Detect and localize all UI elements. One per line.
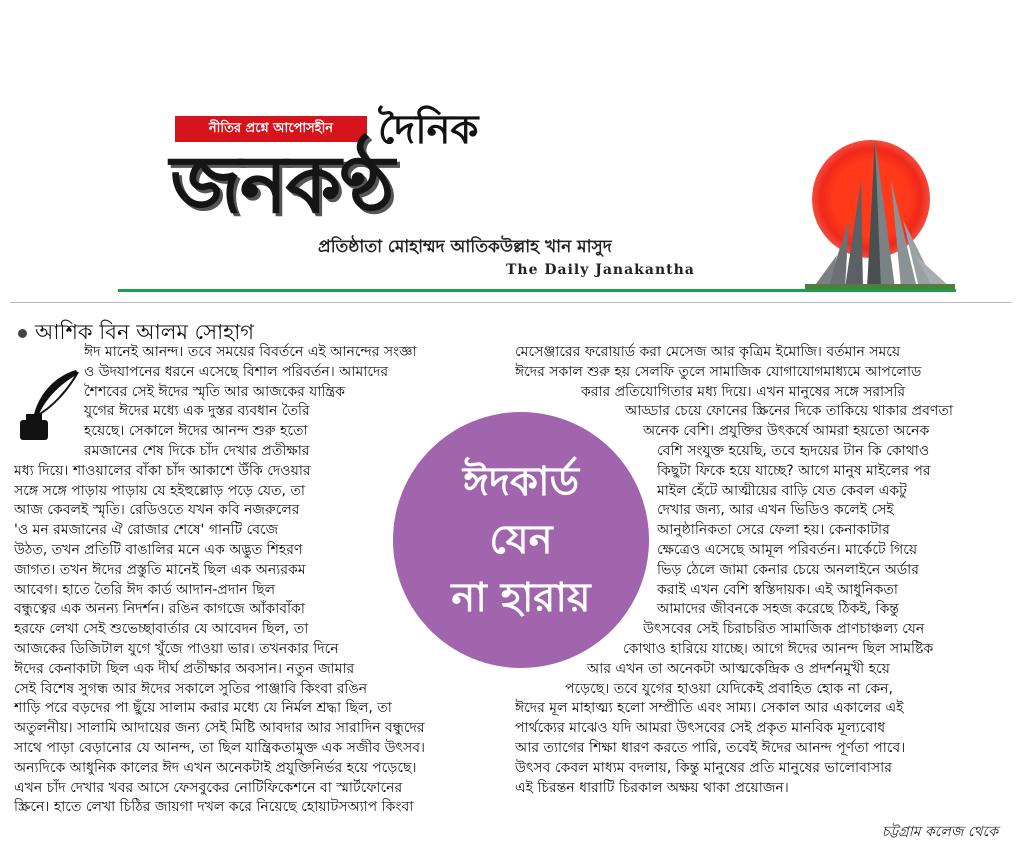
text-line: শৈশবের সেই ঈদের স্মৃতি আর আজকের যান্ত্রিক <box>84 383 345 400</box>
masthead-green-rule <box>118 289 956 292</box>
text-line: অতুলনীয়। সালামি আদায়ের জন্য সেই মিষ্টি আবদার আর সারাদিন বন্ধুদের <box>14 720 425 737</box>
text-line: বেশি সংযুক্ত হয়েছি, তবে হৃদয়ের টান কি কোথাও <box>657 442 930 459</box>
author-name: আশিক বিন আলম সোহাগ <box>35 320 255 344</box>
text-line: করাই এখন বেশি স্বস্তিদায়ক। এই আধুনিকতা <box>657 581 898 598</box>
text-line: উঠত, তখন প্রতিটি বাঙালির মনে এক অদ্ভুত শিহরণ <box>14 541 303 558</box>
text-line: অনেক বেশি। প্রযুক্তির উৎকর্ষে আমরা হয়তো অনেক <box>643 423 930 440</box>
text-line: ক্ষেত্রেও এসেছে আমূল পরিবর্তন। মার্কেটে গিয়ে <box>657 541 918 558</box>
text-line: 'ও মন রমজানের ঐ রোজার শেষে' গানটি বেজে <box>14 522 279 539</box>
headline-circle <box>393 412 649 668</box>
text-line: মাইল হেঁটে আত্মীয়ের বাড়ি যেত কেবল একটু <box>657 482 907 499</box>
author-affiliation: চট্টগ্রাম কলেজ থেকে <box>881 824 998 840</box>
text-line: অন্যদিকে আধুনিক কালের ঈদ এখন অনেকটাই প্রযুক্তিনির্ভর হয়ে পড়েছে। <box>14 759 417 776</box>
founder-line: প্রতিষ্ঠাতা মোহাম্মদ আতিকউল্লাহ খান মাসুদ <box>318 237 612 257</box>
divider <box>10 302 1012 303</box>
text-line: বন্ধুত্বের এক অনন্য নিদর্শন। রঙিন কাগজে আঁকাবাঁকা <box>14 601 305 618</box>
masthead <box>0 0 1024 300</box>
headline-line: ঈদকার্ড <box>462 459 580 505</box>
masthead-dainik: দৈনিক <box>378 107 479 153</box>
text-line: আর এখন তা অনেকটা আত্মকেন্দ্রিক ও প্রদর্শনমুখী হয়ে <box>587 660 890 677</box>
text-line: সঙ্গে সঙ্গে পাড়ায় পাড়ায় যে হইহুল্লোড় পড়ে যেত, তা <box>14 482 305 499</box>
text-line: সেই বিশেষ সুগন্ধ আর ঈদের সকালে সুতির পাঞ্জাবি কিংবা রঙিন <box>14 680 368 697</box>
text-line: উৎসব কেবল মাধ্যম বদলায়, কিন্তু মানুষের প্রতি মানুষের ভালোবাসার <box>515 759 892 776</box>
text-line: উৎসবের সেই চিরাচরিত সামাজিক প্রাণচাঞ্চল্য যেন <box>643 621 925 638</box>
text-line: ও উদযাপনের ধরনে এসেছে বিশাল পরিবর্তন। আমাদের <box>84 363 389 380</box>
tagline-banner: নীতির প্রশ্নে আপোসহীন <box>175 116 367 142</box>
text-line: মধ্য দিয়ে। শাওয়ালের বাঁকা চাঁদ আকাশে উঁকি দেওয়ার <box>14 462 311 479</box>
text-line: শাড়ি পরে বড়দের পা ছুঁয়ে সালাম করার মধ্যে যে নির্মল শ্রদ্ধা ছিল, তা <box>14 700 392 717</box>
text-line: কোথাও হারিয়ে যাচ্ছে। আগে ঈদের আনন্দ ছিল সামষ্টিক <box>623 640 934 657</box>
text-line: রমজানের শেষ দিকে চাঁদ দেখার প্রতীক্ষার <box>84 442 310 459</box>
headline-line: না হারায় <box>451 575 591 621</box>
text-line: কিছুটা ফিকে হয়ে যাচ্ছে? আগে মানুষ মাইলের পর <box>657 462 931 479</box>
masthead-logo-text: জনকণ্ঠ <box>170 138 393 231</box>
text-line: হরফে লেখা সেই শুভেচ্ছাবার্তার যে আবেদন ছিল, তা <box>14 621 309 638</box>
text-line: আমাদের জীবনকে সহজ করেছে ঠিকই, কিন্তু <box>657 601 900 618</box>
text-line: আর ত্যাগের শিক্ষা ধারণ করতে পারি, তবেই ঈদের আনন্দ পূর্ণতা পাবে। <box>515 739 906 756</box>
text-line: হয়েছে। সেকালে ঈদের আনন্দ শুরু হতো <box>84 423 308 440</box>
text-line: মেসেঞ্জারের ফরোয়ার্ড করা মেসেজ আর কৃত্রিম ইমোজি। বর্তমান সময়ে <box>515 344 901 360</box>
text-line: জাগত। তখন ঈদের প্রস্তুতি মানেই ছিল এক অন্যরকম <box>14 561 306 578</box>
text-line: পড়েছে। তবে যুগের হাওয়া যেদিকেই প্রবাহিত হোক না কেন, <box>565 680 893 697</box>
text-line: আজকের ডিজিটাল যুগে খুঁজে পাওয়া ভার। তখনকার দিনে <box>14 640 339 657</box>
text-line: ঈদের মূল মাহাত্ম্য হলো সম্প্রীতি এবং সাম্য। সেকাল আর একালের এই <box>515 700 904 717</box>
text-line: এখন চাঁদ দেখার খবর আসে ফেসবুকের নোটিফিকেশনে বা স্মার্টফোনের <box>14 779 403 796</box>
text-line: সাথে পাড়া বেড়ানোর যে আনন্দ, তা ছিল যান্ত্রিকতামুক্ত এক সজীব উৎসব। <box>14 739 426 756</box>
text-line: ভিড় ঠেলে জামা কেনার চেয়ে অনলাইনে অর্ডার <box>657 561 919 578</box>
text-line: আনুষ্ঠানিকতা সেরে ফেলা হয়। কেনাকাটার <box>657 522 890 539</box>
headline-line: যেন <box>489 517 553 563</box>
text-line: আজ কেবলই স্মৃতি। রেডিওতে যখন কবি নজরুলের <box>14 502 300 519</box>
text-line: পার্থক্যের মাঝেও যদি আমরা উৎসবের সেই প্রকৃত মানবিক মূল্যবোধ <box>515 720 886 737</box>
national-monument-icon <box>805 120 955 290</box>
text-line: ঈদ মানেই আনন্দ। তবে সময়ের বিবর্তনে এই আনন্দের সংজ্ঞা <box>84 344 417 360</box>
text-line: স্ক্রিনে। হাতে লেখা চিঠির জায়গা দখল করে নিয়েছে হোয়াটসঅ্যাপ কিংবা <box>14 799 414 816</box>
text-line: যুগের ঈদের মধ্যে এক দুস্তর ব্যবধান তৈরি <box>84 403 310 420</box>
bullet-icon <box>18 329 27 338</box>
text-line: এই চিরন্তন ধারাটি চিরকাল অক্ষয় থাকা প্রয়োজন। <box>515 779 789 796</box>
text-line: আবেগ। হাতে তৈরি ঈদ কার্ড আদান-প্রদান ছিল <box>14 581 275 598</box>
text-line: করার প্রতিযোগিতার মধ্য দিয়ে। এখন মানুষের সঙ্গে সরাসরি <box>581 383 906 400</box>
text-line: আড্ডার চেয়ে ফোনের স্ক্রিনের দিকে তাকিয়ে থাকার প্রবণতা <box>625 403 953 420</box>
text-line: ঈদের সকাল শুরু হয় সেলফি তুলে সামাজিক যোগাযোগমাধ্যমে আপলোড <box>515 363 922 380</box>
english-name: The Daily Janakantha <box>506 262 695 278</box>
text-line: ঈদের কেনাকাটা ছিল এক দীর্ঘ প্রতীক্ষার অবসান। নতুন জামার <box>14 660 355 677</box>
text-line: দেখার জন্য, আর এখন ভিডিও কলেই সেই <box>657 502 894 519</box>
